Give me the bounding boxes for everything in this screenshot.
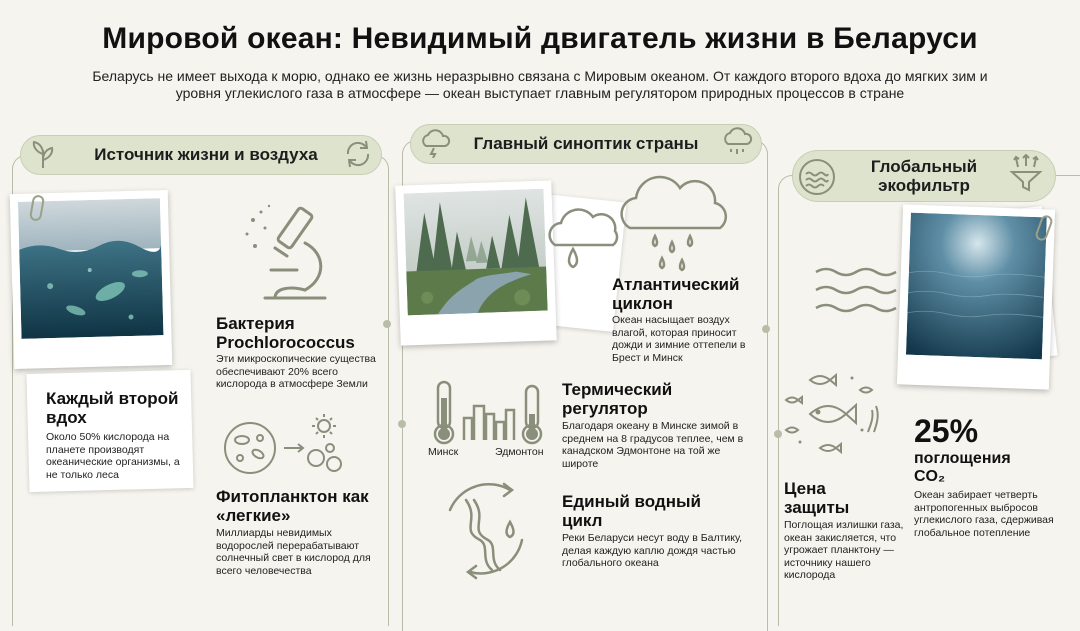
breath-title: Каждый второй вдох [46,389,179,427]
connector-dot [383,320,391,328]
waves-icon [798,158,836,196]
forest-river-photo [395,180,556,345]
city-minsk-label: Минск [428,446,459,458]
cycle-text: Реки Беларуси несут воду в Балтику, делая каждую каплю дождя частью глобального океана [562,532,743,569]
cloud-rain-icon [610,168,740,288]
microscope-icon [235,198,345,308]
plankton-title: Фитопланктон как «легкие» [216,487,369,525]
connector-dot [762,325,770,333]
bacteria-text: Эти микроскопические существа обеспечивают 20% всего кислорода в атмосфере Земли [216,353,376,390]
fish-icon [780,370,890,470]
storm-cloud-icon [418,128,452,158]
phytoplankton-icon [220,410,360,480]
bacteria-title: Бактерия Prochlorococcus [216,314,355,352]
rain-cloud-icon [720,126,754,158]
leaf-icon [26,138,60,172]
panel-weather-header [410,124,762,164]
city-edmonton-label: Эдмонтон [495,446,544,458]
panel-filter-title: Глобальный экофильтр [870,157,978,195]
thermal-text: Благодаря океану в Минске зимой в среднем на 8 градусов теплее, чем в канадском Эдмонтоне на той же широте [562,420,744,470]
plankton-text: Миллиарды невидимых водорослей перерабатывают солнечный свет в кислород для всего человечества [216,527,371,577]
cyclone-title: Атлантический циклон [612,275,740,313]
connector-dot [398,420,406,428]
cost-title: Цена защиты [784,479,850,517]
cloud-drop-icon [545,205,625,275]
filter-funnel-icon [1006,154,1046,194]
ocean-surface-photo [897,204,1055,389]
panel-life-title: Источник жизни и воздуха [94,145,318,164]
water-cycle-icon [430,480,540,580]
percent-text: Океан забирает четверть антропогенных выбросов углекислого газа, сдерживая глобальное потепление [914,489,1054,539]
thermometer-city-icon [430,378,550,448]
cycle-title: Единый водный цикл [562,492,701,530]
cost-text: Поглощая излишки газа, океан закисляется, что угрожает планктону — источнику нашего кислорода [784,519,904,581]
panel-life-header [20,135,382,175]
page-title: Мировой океан: Невидимый двигатель жизни в Беларуси [102,22,978,55]
recycle-icon [342,138,374,170]
breath-text: Около 50% кислорода на планете производят океанические организмы, а не только леса [46,431,180,481]
percent-value: 25% [914,413,979,449]
cyclone-text: Океан насыщает воздух влагой, которая приносит дожди и зимние оттепели в Брест и Минск [612,314,746,364]
panel-weather-title: Главный синоптик страны [473,134,699,153]
wind-lines-icon [812,262,912,322]
page-subtitle: Беларусь не имеет выхода к морю, однако ее жизнь неразрывно связана с Мировым океаном. От каждого второго вдоха до мягких зим и уровня углекислого газа в атмосфере — океан выступает главным регулятором природных процессов в стране [92,68,988,101]
percent-label: поглощения CO₂ [914,450,1011,485]
thermal-title: Термический регулятор [562,380,673,418]
